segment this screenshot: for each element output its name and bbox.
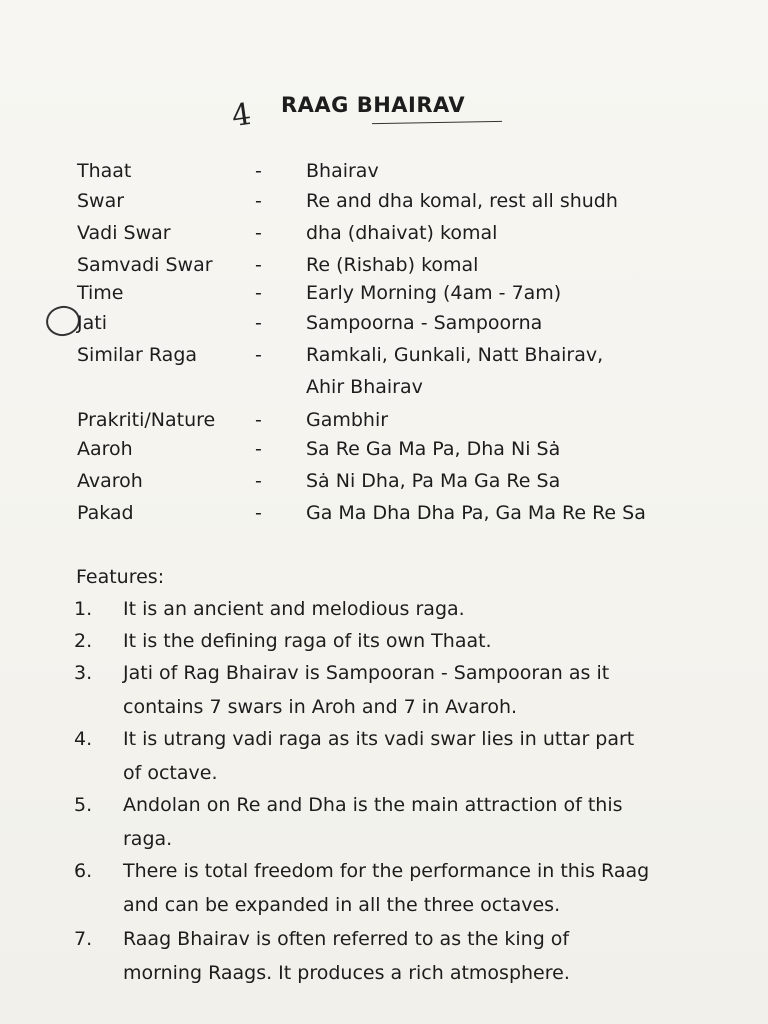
feature-line: Jati of Rag Bhairav is Sampooran - Sampooran as it (123, 662, 610, 684)
detail-row-vadi-swar (0, 222, 768, 252)
detail-label: Pakad (77, 502, 134, 524)
detail-value: Ramkali, Gunkali, Natt Bhairav, (306, 344, 604, 366)
detail-label: Vadi Swar (77, 222, 171, 244)
detail-value: Re (Rishab) komal (306, 254, 479, 276)
feature-line: It is an ancient and melodious raga. (123, 598, 465, 620)
detail-row-swar (0, 190, 768, 220)
detail-label: Swar (77, 190, 125, 212)
detail-dash: - (255, 282, 262, 304)
detail-row-similar-raga-cont (0, 376, 768, 406)
page-title: RAAG BHAIRAV (281, 93, 466, 117)
feature-line: There is total freedom for the performance in this Raag (123, 860, 650, 882)
detail-row-prakriti (0, 409, 768, 439)
detail-dash: - (255, 344, 262, 366)
feature-line: morning Raags. It produces a rich atmosphere. (123, 962, 570, 984)
detail-dash: - (255, 470, 262, 492)
detail-value: Ahir Bhairav (306, 376, 423, 398)
detail-dash: - (255, 502, 262, 524)
detail-row-samvadi-swar (0, 254, 768, 284)
feature-line: It is the defining raga of its own Thaat. (123, 630, 492, 652)
detail-dash: - (255, 312, 262, 334)
detail-row-aaroh (0, 438, 768, 468)
feature-line: contains 7 swars in Aroh and 7 in Avaroh. (123, 696, 518, 718)
detail-row-time (0, 282, 768, 312)
feature-line: Raag Bhairav is often referred to as the king of (123, 928, 570, 950)
detail-value: Sȧ Ni Dha, Pa Ma Ga Re Sa (306, 470, 561, 492)
detail-value: Gambhir (306, 409, 389, 431)
detail-label: Time (77, 282, 124, 304)
feature-line: It is utrang vadi raga as its vadi swar lies in uttar part (123, 728, 635, 750)
feature-line: and can be expanded in all the three octaves. (123, 894, 561, 916)
detail-row-pakad (0, 502, 768, 532)
detail-value: Re and dha komal, rest all shudh (306, 190, 618, 212)
detail-value: Early Morning (4am - 7am) (306, 282, 562, 304)
detail-label: Samvadi Swar (77, 254, 213, 276)
detail-value: Bhairav (306, 160, 379, 182)
detail-row-jati (0, 312, 768, 342)
detail-label: Avaroh (77, 470, 143, 492)
detail-dash: - (255, 160, 262, 182)
detail-row-thaat (0, 160, 768, 190)
detail-label: Aaroh (77, 438, 133, 460)
detail-value: Ga Ma Dha Dha Pa, Ga Ma Re Re Sa (306, 502, 646, 524)
feature-line: Andolan on Re and Dha is the main attraction of this (123, 794, 623, 816)
detail-dash: - (255, 190, 262, 212)
detail-value: Sa Re Ga Ma Pa, Dha Ni Sȧ (306, 438, 561, 460)
detail-dash: - (255, 222, 262, 244)
feature-number: 5. (74, 794, 93, 816)
title-underline (372, 121, 502, 124)
feature-number: 7. (74, 928, 93, 950)
detail-dash: - (255, 438, 262, 460)
detail-dash: - (255, 409, 262, 431)
feature-number: 4. (74, 728, 93, 750)
detail-row-avaroh (0, 470, 768, 500)
feature-number: 2. (74, 630, 93, 652)
detail-dash: - (255, 254, 262, 276)
feature-line: of octave. (123, 762, 218, 784)
detail-label: Jati (77, 312, 107, 334)
detail-row-similar-raga (0, 344, 768, 374)
detail-label: Thaat (77, 160, 132, 182)
detail-label: Prakriti/Nature (77, 409, 216, 431)
detail-value: Sampoorna - Sampoorna (306, 312, 543, 334)
detail-label: Similar Raga (77, 344, 198, 366)
feature-number: 3. (74, 662, 93, 684)
feature-line: raga. (123, 828, 173, 850)
feature-number: 6. (74, 860, 93, 882)
features-heading: Features: (76, 566, 165, 588)
margin-mark: 4 (229, 96, 254, 135)
feature-number: 1. (74, 598, 93, 620)
detail-value: dha (dhaivat) komal (306, 222, 498, 244)
